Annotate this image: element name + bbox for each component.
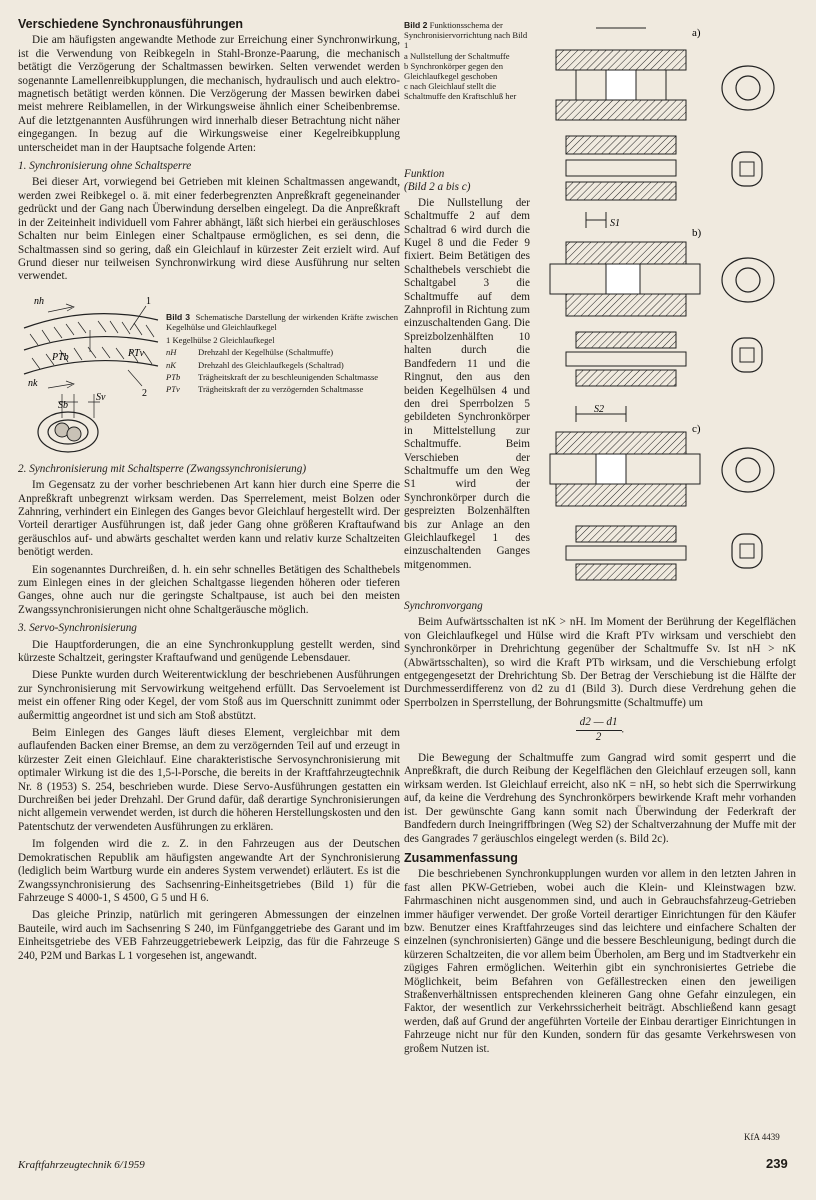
summary-paragraph: Die beschriebenen Synchronkupplungen wurden vor allem in den letzten Jahren in fast allen PKW-Getrieben, wobei auch die Klein- und Kleinstwagen bzw. Fahrmaschinen nicht ausgenommen sind, und auch in Gebrauchsfahrzeug-Getrieben immer häufiger verwendet. Der große Vorteil derartiger Einrichtungen für den Käufer bzw. Benutzer eines Kraftfahrzeuges sind das leichtere und einfachere Schalten der einzelnen (synchronisierten) Gänge und die bessere Beschleunigung, bedingt durch die kürzeren Schaltzeiten, die vor allem beim Überholen, am Berg und im Stadtverkehr ein zügiges Fahren ermöglichen. Weiterhin gibt ein synchronisiertes Getriebe die Möglichkeit, beim Befahren von Gefällestrecken einen den jeweiligen Straßenverhältnissen entsprechenden kleineren Gang ohne Gefahr einzulegen, ein Faktor, der wesentlich zur Verkehrssicherheit beiträgt. Abschließend kann gesagt werden, daß auf Grund der angeführten Vorteile der Einbau derartiger Einrichtungen in Fahrzeuge nicht nur für den Kunden, sondern für das gesamte Verkehrswesen von großem Nutzen ist. bbox=[404, 868, 796, 1055]
legend-symbol: PTv bbox=[166, 383, 180, 394]
figure-3-legend-row bbox=[166, 347, 398, 357]
intro-paragraph: Die am häufigsten angewandte Methode zur Erreichung einer Synchronwirkung, ist die Verwendung von Reibkegeln in Stahl-Bronze-Paarung, die mechanisch betätigt die Verzögerung der Schaltmassen bewirken. Selten verwendet werden sogenannte Lamellenreibkupplungen, die mechanisch, hydraulisch und auch elektro-magnetisch betätigt werden können. Die Verzögerung der Massen bewirken dabei meist mehrere Reiblamellen, in der Wirkungsweise ähnlich einer Scheibenbremse. Auf die letztgenannten Ausführungen wird innerhalb dieser Betrachtung nicht näher eingegangen. In bezug auf die Wirkungsweise einer Kegelreibkupplung unterscheidet man in der Hauptsache folgende Arten: bbox=[18, 34, 400, 154]
figure-3-items: 1 Kegelhülse 2 Gleichlaufkegel bbox=[166, 335, 275, 346]
figure-3-legend-row bbox=[166, 360, 398, 370]
section-3-paragraph-4: Im folgenden wird die z. Z. in den Fahrzeugen aus der Deutschen Demokratischen Republik am häufigsten angewandte Art der Synchronisierung (lediglich beim Wartburg wurde ein anderes System verwendet) erläutert. Es ist die Zwangssynchronisierung des Sachsenring-Einheitsgetriebes (Bild 1) für die Fahrzeuge S 4000-1, S 4500, G 5 und H 6. bbox=[18, 838, 400, 904]
section-2-paragraph-1: Im Gegensatz zu der vorher beschriebenen Art kann hier durch eine Sperre die Anpreßkraft unbegrenzt wirksam werden. Das Sperrelement, meist Bolzen oder Zahnring, verhindert ein Einlegen des Ganges bevor Gleichlauf hergestellt wird. Der Vorteil derartiger Ausführungen ist, daß jeder Gang ohne größeren Kraftaufwand geräuschlos auf- und abwärts geschaltet werden kann und relativ kurze Schaltzeiten benötigt werden. bbox=[18, 479, 400, 559]
function-column bbox=[404, 168, 530, 576]
legend-text: Drehzahl der Kegelhülse (Schaltmuffe) bbox=[198, 347, 334, 358]
legend-text: Trägheitskraft der zu verzögernden Schaltmasse bbox=[198, 383, 364, 394]
summary-heading: Zusammenfassung bbox=[404, 850, 518, 865]
figure-2-caption-text: Funktionsschema der Synchronisiervorrichtung nach Bild 1 bbox=[404, 20, 528, 51]
section-3-paragraph-2: Diese Punkte wurden durch Weiterentwicklung der beschriebenen Ausführungen zur Synchronisierung mit Servowirkung weitgehend erfüllt. Das Servoelement ist meist ein offener Ring oder Kegel, der vom Stoß aus im Querschnitt zunimmt oder außermittig angeordnet ist und sich am Stoß abstützt. bbox=[18, 669, 400, 722]
synchronvorgang-paragraph-1: Beim Aufwärtsschalten ist nK > nH. Im Moment der Berührung der Kegelflächen von Gleichlaufkegel und Hülse wird die Kraft PTv wirksam und verschiebt den Synchronkörper in Drehrichtung gegenüber der Schaltmuffe Sv. Ist nH > nK (Abwärtsschalten), so wird die Kraft PTb wirksam, und die Verschiebung erfolgt entgegengesetzt der Drehrichtung Sb. Der Betrag der Verschiebung ist die Hälfte der Durchmesserdifferenz von d2 zu d1 (Bild 3). Durch diese Verdrehung gehen die Sperrbolzen in Sperrstellung, der Bohrungsmitte (Schaltmuffe) um bbox=[404, 616, 796, 709]
figure-3 bbox=[18, 290, 400, 458]
section-2-title: 2. Synchronisierung mit Schaltsperre (Zwangssynchronisierung) bbox=[18, 462, 307, 475]
figure-2-item-a: a Nullstellung der Schaltmuffe bbox=[404, 50, 510, 61]
fraction-end: . bbox=[621, 723, 625, 736]
label-sb: Sb bbox=[58, 399, 68, 411]
left-column bbox=[18, 18, 400, 967]
figure-3-drawing bbox=[18, 290, 163, 455]
figure-3-legend bbox=[166, 347, 398, 394]
figure-3-caption bbox=[166, 312, 398, 394]
synchronvorgang-paragraph-2: Die Bewegung der Schaltmuffe zum Gangrad wird somit gesperrt und die Anpreßkraft, die durch Reibung der Kegelflächen den Gleichlauf erzeugen soll, kann wirksam werden. Ist Gleichlauf erreicht, also nK = nH, so hebt sich die Sperrwirkung auf, da keine die Verdrehung des Synchronkörpers bewirkende Kraft mehr vorhanden ist. Der gewünschte Gang kann somit nach Überwindung der Federkraft der Bandfedern durch Ineingriffbringen (Weg S2) der Schaltverzahnung der Muffe mit der des Gangrades 7 geräuschlos eingelegt werden (s. Bild 2c). bbox=[404, 752, 796, 845]
section-3-title: 3. Servo-Synchronisierung bbox=[18, 622, 137, 635]
fraction-numerator: d2 — d1 bbox=[576, 716, 622, 730]
figure-2-item-b: b Synchronkörper gegen den Gleichlaufkegel geschoben bbox=[404, 60, 504, 82]
section-1-title: 1. Synchronisierung ohne Schaltsperre bbox=[18, 160, 192, 173]
label-2: 2 bbox=[142, 387, 147, 399]
label-nh: nh bbox=[34, 295, 44, 307]
synchronvorgang-title: Synchronvorgang bbox=[404, 600, 483, 612]
legend-symbol: nH bbox=[166, 347, 177, 358]
label-sv: Sv bbox=[96, 391, 106, 403]
label-a: a) bbox=[692, 27, 701, 39]
figure-2a bbox=[556, 27, 774, 200]
figure-2c bbox=[550, 404, 774, 580]
figure-2-title: Bild 2 bbox=[404, 20, 428, 30]
fraction-denominator: 2 bbox=[595, 730, 602, 743]
legend-text: Drehzahl des Gleichlaufkegels (Schaltrad) bbox=[198, 359, 344, 370]
right-column bbox=[404, 600, 796, 1060]
journal-footer: Kraftfahrzeugtechnik 6/1959 bbox=[18, 1159, 145, 1171]
figure-2b bbox=[550, 212, 774, 386]
legend-text: Trägheitskraft der zu beschleunigenden Schaltmasse bbox=[198, 371, 379, 382]
label-s1: S1 bbox=[610, 218, 620, 229]
label-ptv: PTv bbox=[128, 347, 145, 359]
label-c: c) bbox=[692, 423, 701, 435]
section-heading: Verschiedene Synchronausführungen bbox=[18, 17, 244, 31]
label-ptb: PTb bbox=[52, 351, 69, 363]
figure-3-legend-row bbox=[166, 384, 398, 394]
label-nk: nk bbox=[28, 377, 38, 389]
label-1: 1 bbox=[146, 295, 151, 307]
legend-symbol: nK bbox=[166, 359, 177, 370]
figure-3-legend-row bbox=[166, 372, 398, 382]
section-1-paragraph: Bei dieser Art, vorwiegend bei Getrieben mit kleinen Schaltmassen angewandt, werden zwei Reibkegel o. ä. mit einer federbegrenzten Anpreßkraft gegeneinander gedrückt und der Gang nach Überwindung derselben eingelegt. Da die Anpreßkraft in der Zeiteinheit individuell vom Fahrer abhängt, läßt sich hierbei ein geräuschloses Schalten nur beim Einlegen einer Schaltpause ermöglichen, es sei denn, die Schaltmassen sind so gering, daß ein Gleichlauf in kürzester Zeit erzielt wird. Auf Grund dieser nur teilweisen Synchronwirkung wird diese Ausführung nur selten verwendet. bbox=[18, 176, 400, 283]
section-3-paragraph-5: Das gleiche Prinzip, natürlich mit geringeren Abmessungen der einzelnen Bauteile, wird auch im Sachsenring S 240, im Fünfganggetriebe des Garant und im Einheitsgetriebe des VEB Fahrzeuggetriebewerk Leipzig, das für die Fahrzeuge S 240, P2M und Barkas L 1 vorgesehen ist, angewandt. bbox=[18, 909, 400, 962]
function-subtitle: (Bild 2 a bis c) bbox=[404, 181, 471, 194]
section-3-paragraph-1: Die Hauptforderungen, die an eine Synchronkupplung gestellt werden, sind kürzeste Schaltzeit, geringster Kraftaufwand und genügende Lebensdauer. bbox=[18, 638, 400, 664]
label-s2: S2 bbox=[594, 404, 604, 415]
fraction-formula bbox=[404, 716, 796, 744]
page-number: 239 bbox=[766, 1156, 788, 1171]
function-title: Funktion bbox=[404, 168, 445, 180]
article-code: KfA 4439 bbox=[744, 1132, 780, 1142]
function-paragraph: Die Nullstellung der Schaltmuffe 2 auf dem Schaltrad 6 wird durch die Kugel 8 und die Feder 9 fixiert. Beim Betätigen des Schalthebels verschiebt die Schaltgabel 3 die Schaltmuffe auf dem Zahnprofil in Richtung zum einzuschaltenden Gang. Die Spreizbolzenhälften 10 halten durch die Bandfedern 11 und die Ringnut, den aus den beiden Kegelhülsen 4 und den drei Sperrbolzen 5 gebildeten Synchronkörper in Mittelstellung zur Schaltmuffe. Beim Verschieben der Schaltmuffe um den Weg S1 wird der Synchronkörper durch die gespreizten Bolzenhälften bis zur Anlage an den Gleichlaufkegel 1 des einzuschaltenden Ganges mitgenommen. bbox=[404, 196, 530, 571]
figure-2-caption bbox=[404, 20, 528, 102]
label-b: b) bbox=[692, 227, 702, 239]
figure-3-caption-text: Schematische Darstellung der wirkenden Kräfte zwischen Kegelhülse und Gleichlaufkegel bbox=[166, 311, 398, 332]
figure-3-title: Bild 3 bbox=[166, 311, 191, 322]
figure-2-item-c: c nach Gleichlauf stellt die Schaltmuffe den Kraftschluß her bbox=[404, 81, 517, 102]
section-2-paragraph-2: Ein sogenanntes Durchreißen, d. h. ein sehr schnelles Betätigen des Schalthebels zum Einlegen eines in der gleichen Schaltgasse liegenden höheren oder tieferen Ganges, ohne auch nur die geringste Schaltpause, ist auch bei den meisten Zwangssynchronisierungen nicht ohne Schaltgeräusche möglich. bbox=[18, 563, 400, 616]
section-3-paragraph-3: Beim Einlegen des Ganges läuft dieses Element, vergleichbar mit dem auflaufenden Backen einer Bremse, an dem zu verzögernden Teil auf und erzeugt in kürzester Zeit einen Gleichlauf. Eine charakteristische Servosynchronisierung mit optimaler Wirkung ist die des 1,5-l-Porsche, die bereits in der Kraftfahrzeugtechnik Nr. 8 (1953) S. 254, beschrieben wurde. Diese Servo-Ausführungen gestatten ein Durchreißen bei jeder Drehzahl. Der Grund dafür, daß derartige Synchronisierungen nicht allgemein verwendet werden, ist durch die höheren Herstellungskosten und den Patentschutz der verwendeten Ausführungen zu erklären. bbox=[18, 727, 400, 833]
legend-symbol: PTb bbox=[166, 371, 181, 382]
figure-2-drawing bbox=[536, 14, 792, 604]
